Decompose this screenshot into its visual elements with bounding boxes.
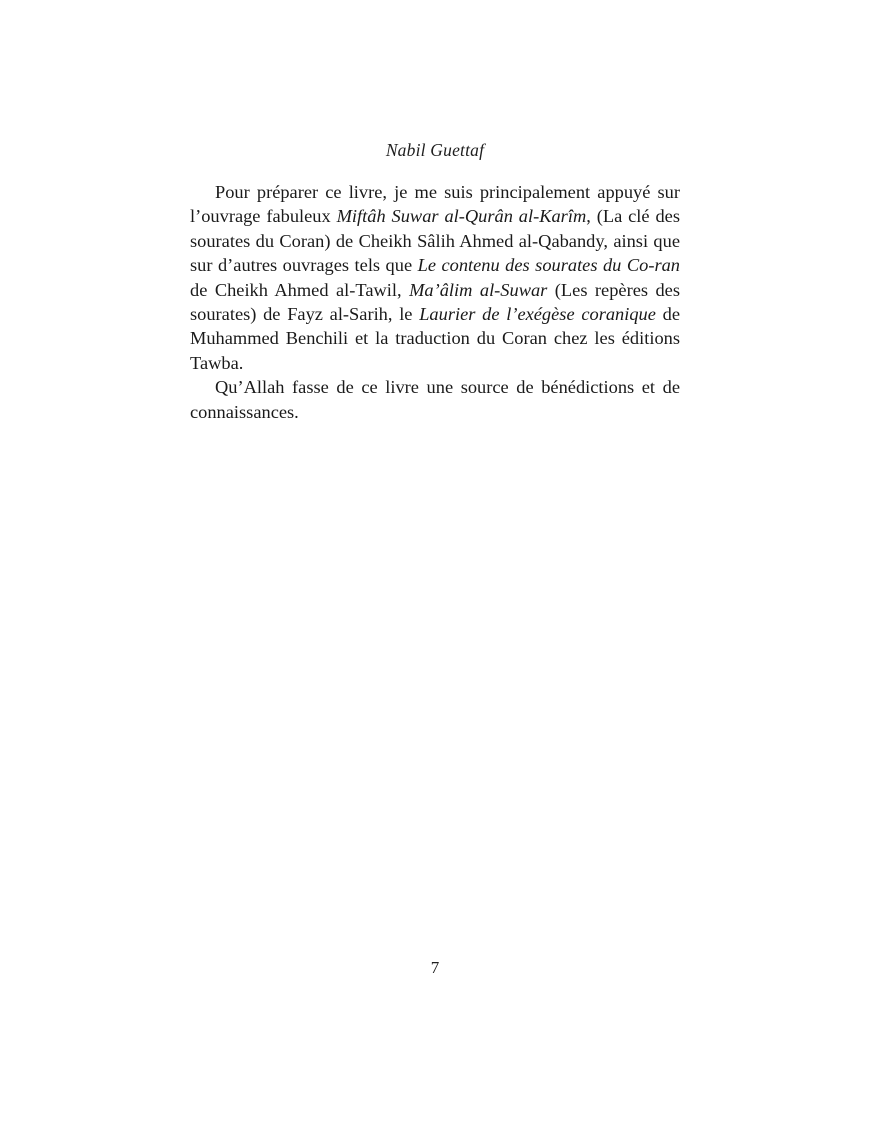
page-number: 7 [430, 958, 440, 977]
cited-title: Ma’âlim al-Suwar [409, 279, 548, 300]
running-head: Nabil Guettaf [385, 140, 485, 160]
text-run: Qu’Allah fasse de ce livre une source de bénédictions et de connaissances. [190, 377, 680, 422]
text-run: (Les repères des sourates) de Fayz al-Sarih, le [190, 279, 681, 325]
text-run: Pour préparer ce livre, je me suis principalement appuyé sur l’ouvrage fabuleux [190, 182, 680, 227]
paragraph-dua [190, 375, 680, 424]
cited-title: Laurier de l’exégèse coranique [419, 304, 656, 325]
cited-title: Le contenu des sourates du Co-ran [417, 255, 680, 276]
text-run: , (La clé des sourates du Coran) de Cheikh Sâlih Ahmed al-Qabandy, ainsi que sur d’autres ouvrages tels que [190, 206, 680, 276]
text-run: de Cheikh Ahmed al-Tawil, [190, 279, 410, 300]
body-text-block [190, 180, 680, 424]
text-run: de Muhammed Benchili et la traduction du Coran chez les éditions Tawba. [190, 304, 680, 373]
cited-title: Miftâh Suwar al-Qurân al-Karîm [336, 206, 587, 227]
paragraph-sources [190, 180, 680, 375]
